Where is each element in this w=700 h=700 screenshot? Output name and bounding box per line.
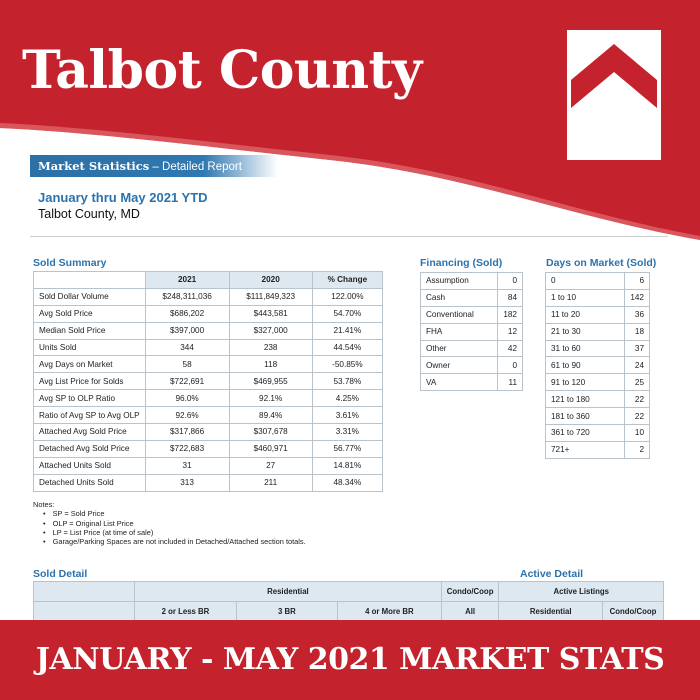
row-value: 37 [625, 340, 650, 357]
header-condo-coop: Condo/Coop [441, 582, 499, 602]
table-row [34, 339, 383, 356]
value-2020: $111,849,323 [229, 288, 312, 305]
table-row [421, 340, 523, 357]
row-label: 181 to 360 [546, 408, 625, 425]
value-2021: $248,311,036 [145, 288, 229, 305]
financing-table [420, 272, 523, 391]
row-label: 11 to 20 [546, 306, 625, 323]
divider [30, 236, 668, 237]
row-value: 84 [498, 289, 523, 306]
value-2021: 96.0% [145, 390, 229, 407]
row-value: 36 [625, 306, 650, 323]
header-4-or-more-br: 4 or More BR [338, 602, 442, 622]
table-row [421, 273, 523, 290]
row-value: 0 [498, 357, 523, 374]
table-row [421, 306, 523, 323]
row-value: 0 [498, 273, 523, 290]
report-suffix: – Detailed Report [149, 161, 242, 173]
note-item: • LP = List Price (at time of sale) [43, 528, 306, 537]
table-row [34, 424, 383, 441]
row-label: 721+ [546, 441, 625, 458]
footer-banner [0, 620, 700, 700]
table-row [34, 288, 383, 305]
row-label: 21 to 30 [546, 323, 625, 340]
report-period: January thru May 2021 YTD [38, 190, 208, 205]
notes [33, 500, 306, 546]
value-2021: $397,000 [145, 322, 229, 339]
value-pct-change: 53.78% [312, 373, 382, 390]
table-row [421, 289, 523, 306]
table-row [34, 356, 383, 373]
table-row [34, 322, 383, 339]
row-label: Avg Days on Market [34, 356, 146, 373]
header-active-condo-coop: Condo/Coop [603, 602, 664, 622]
table-header-row [34, 602, 664, 622]
value-2021: $722,683 [145, 440, 229, 457]
table-row [546, 441, 650, 458]
value-pct-change: 54.70% [312, 305, 382, 322]
value-2020: $469,955 [229, 373, 312, 390]
header-blank-cell [34, 582, 135, 602]
table-row [546, 425, 650, 442]
value-pct-change: 56.77% [312, 440, 382, 457]
table-header-row [34, 272, 383, 289]
value-2021: 92.6% [145, 407, 229, 424]
house-logo [567, 30, 661, 160]
table-row [546, 374, 650, 391]
row-label: 1 to 10 [546, 289, 625, 306]
value-pct-change: 4.25% [312, 390, 382, 407]
table-row [421, 323, 523, 340]
header-2-or-less-br: 2 or Less BR [135, 602, 237, 622]
value-2021: 31 [145, 457, 229, 474]
row-label: Attached Avg Sold Price [34, 424, 146, 441]
active-detail-title: Active Detail [520, 568, 584, 580]
row-value: 24 [625, 357, 650, 374]
value-2020: 27 [229, 457, 312, 474]
note-item: • SP = Sold Price [43, 509, 306, 518]
row-value: 22 [625, 391, 650, 408]
value-2021: 58 [145, 356, 229, 373]
sold-detail-title: Sold Detail [33, 568, 88, 580]
row-label: Owner [421, 357, 498, 374]
row-label: 121 to 180 [546, 391, 625, 408]
table-row [546, 408, 650, 425]
header-pct-change: % Change [312, 272, 382, 289]
row-label: Detached Units Sold [34, 474, 146, 491]
row-value: 2 [625, 441, 650, 458]
table-row [546, 391, 650, 408]
value-2020: $460,971 [229, 440, 312, 457]
value-2020: $443,581 [229, 305, 312, 322]
sold-detail-table [33, 581, 664, 622]
value-2020: $327,000 [229, 322, 312, 339]
table-row [34, 390, 383, 407]
row-label: Avg Sold Price [34, 305, 146, 322]
table-row [546, 357, 650, 374]
report-label: Market Statistics [38, 159, 150, 173]
value-pct-change: -50.85% [312, 356, 382, 373]
table-header-row [34, 582, 664, 602]
row-label: Sold Dollar Volume [34, 288, 146, 305]
row-value: 42 [498, 340, 523, 357]
value-2021: 313 [145, 474, 229, 491]
row-value: 10 [625, 425, 650, 442]
table-row [34, 305, 383, 322]
row-label: Other [421, 340, 498, 357]
table-row [34, 457, 383, 474]
row-value: 182 [498, 306, 523, 323]
row-label: 361 to 720 [546, 425, 625, 442]
days-on-market-table [545, 272, 650, 459]
row-value: 18 [625, 323, 650, 340]
row-value: 22 [625, 408, 650, 425]
value-2020: 89.4% [229, 407, 312, 424]
table-row [546, 323, 650, 340]
value-2021: $317,866 [145, 424, 229, 441]
row-label: Conventional [421, 306, 498, 323]
row-label: FHA [421, 323, 498, 340]
table-row [546, 340, 650, 357]
table-row [34, 373, 383, 390]
row-label: 61 to 90 [546, 357, 625, 374]
row-label: 31 to 60 [546, 340, 625, 357]
row-label: 0 [546, 273, 625, 290]
row-label: Ratio of Avg SP to Avg OLP [34, 407, 146, 424]
row-label: Median Sold Price [34, 322, 146, 339]
sold-summary-title: Sold Summary [33, 257, 107, 269]
row-value: 6 [625, 273, 650, 290]
table-row [34, 474, 383, 491]
header-3-br: 3 BR [236, 602, 337, 622]
value-pct-change: 48.34% [312, 474, 382, 491]
row-label: Avg List Price for Solds [34, 373, 146, 390]
table-row [546, 273, 650, 290]
table-row [546, 306, 650, 323]
notes-title: Notes: [33, 500, 55, 509]
table-row [34, 440, 383, 457]
header-blank-cell [34, 272, 146, 289]
row-value: 142 [625, 289, 650, 306]
value-2021: $686,202 [145, 305, 229, 322]
value-pct-change: 3.61% [312, 407, 382, 424]
report-banner [30, 155, 278, 177]
value-2021: $722,691 [145, 373, 229, 390]
row-label: Detached Avg Sold Price [34, 440, 146, 457]
row-value: 11 [498, 374, 523, 391]
header-active-residential: Residential [499, 602, 603, 622]
row-label: 91 to 120 [546, 374, 625, 391]
table-row [421, 374, 523, 391]
days-on-market-title: Days on Market (Sold) [546, 257, 657, 269]
header-all: All [441, 602, 499, 622]
report-location: Talbot County, MD [38, 207, 140, 221]
value-2020: $307,678 [229, 424, 312, 441]
header-blank-cell [34, 602, 135, 622]
page-title: Talbot County [22, 40, 422, 101]
row-label: Units Sold [34, 339, 146, 356]
sold-summary-table [33, 271, 383, 492]
value-pct-change: 44.54% [312, 339, 382, 356]
row-label: Assumption [421, 273, 498, 290]
value-2020: 238 [229, 339, 312, 356]
row-label: Avg SP to OLP Ratio [34, 390, 146, 407]
header-active-listings: Active Listings [499, 582, 664, 602]
row-label: Cash [421, 289, 498, 306]
table-row [34, 407, 383, 424]
row-value: 25 [625, 374, 650, 391]
value-2021: 344 [145, 339, 229, 356]
house-roof-icon [567, 30, 661, 160]
row-label: VA [421, 374, 498, 391]
header-residential: Residential [135, 582, 442, 602]
value-2020: 92.1% [229, 390, 312, 407]
note-item: • Garage/Parking Spaces are not included in Detached/Attached section totals. [43, 537, 306, 546]
value-pct-change: 122.00% [312, 288, 382, 305]
row-value: 12 [498, 323, 523, 340]
value-pct-change: 14.81% [312, 457, 382, 474]
note-item: • OLP = Original List Price [43, 519, 306, 528]
value-pct-change: 3.31% [312, 424, 382, 441]
table-row [546, 289, 650, 306]
footer-text: JANUARY - MAY 2021 MARKET STATS [35, 642, 665, 677]
table-row [421, 357, 523, 374]
value-2020: 211 [229, 474, 312, 491]
value-pct-change: 21.41% [312, 322, 382, 339]
header-2020: 2020 [229, 272, 312, 289]
value-2020: 118 [229, 356, 312, 373]
financing-title: Financing (Sold) [420, 257, 503, 269]
row-label: Attached Units Sold [34, 457, 146, 474]
header-2021: 2021 [145, 272, 229, 289]
